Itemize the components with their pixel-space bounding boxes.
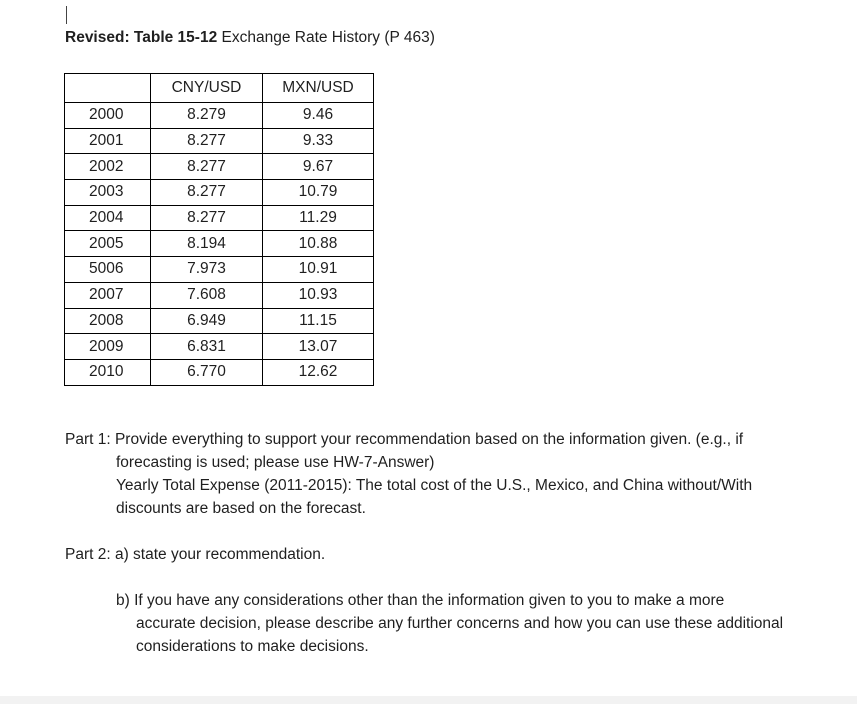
table-row	[65, 128, 374, 154]
table-caption	[65, 29, 435, 47]
cny-cell: 8.277	[151, 154, 263, 180]
cny-cell: 7.608	[151, 282, 263, 308]
year-cell: 2000	[65, 103, 151, 129]
caption-bold: Revised: Table 15-12	[65, 29, 218, 46]
part1-line: Yearly Total Expense (2011-2015): The total cost of the U.S., Mexico, and China without/With	[116, 477, 753, 494]
part1-paragraph	[65, 428, 805, 520]
year-cell: 2004	[65, 205, 151, 231]
part1-line: discounts are based on the forecast.	[116, 500, 366, 517]
table-row	[65, 180, 374, 206]
exchange-rate-table	[64, 73, 374, 386]
cny-cell: 6.949	[151, 308, 263, 334]
year-cell: 2009	[65, 334, 151, 360]
mxn-cell: 10.88	[263, 231, 374, 257]
table-row	[65, 334, 374, 360]
caption-title: Exchange Rate History (P 463)	[217, 29, 435, 46]
table-row	[65, 231, 374, 257]
cny-cell: 6.831	[151, 334, 263, 360]
cny-cell: 8.279	[151, 103, 263, 129]
year-cell: 5006	[65, 257, 151, 283]
year-cell: 2002	[65, 154, 151, 180]
year-cell: 2008	[65, 308, 151, 334]
header-cell-mxn: MXN/USD	[263, 74, 374, 103]
year-cell: 2005	[65, 231, 151, 257]
page-bottom-strip	[0, 696, 857, 704]
part2b-line: considerations to make decisions.	[136, 638, 369, 655]
part2b-line: accurate decision, please describe any further concerns and how you can use these additional	[136, 615, 784, 632]
text-cursor	[66, 6, 67, 24]
cny-cell: 8.277	[151, 205, 263, 231]
mxn-cell: 9.33	[263, 128, 374, 154]
mxn-cell: 10.93	[263, 282, 374, 308]
part2b-line: b) If you have any considerations other than the information given to you to make a more	[116, 592, 725, 609]
part2b-paragraph	[116, 589, 816, 658]
year-cell: 2003	[65, 180, 151, 206]
part2-paragraph	[65, 543, 805, 566]
mxn-cell: 12.62	[263, 359, 374, 385]
table-row	[65, 103, 374, 129]
mxn-cell: 10.91	[263, 257, 374, 283]
cny-cell: 8.194	[151, 231, 263, 257]
table-row	[65, 205, 374, 231]
year-cell: 2007	[65, 282, 151, 308]
header-cell-cny: CNY/USD	[151, 74, 263, 103]
cny-cell: 8.277	[151, 180, 263, 206]
year-cell: 2010	[65, 359, 151, 385]
part2-line: Part 2: a) state your recommendation.	[65, 546, 326, 563]
table-row	[65, 154, 374, 180]
mxn-cell: 11.15	[263, 308, 374, 334]
cny-cell: 7.973	[151, 257, 263, 283]
header-cell-year	[65, 74, 151, 103]
mxn-cell: 9.67	[263, 154, 374, 180]
mxn-cell: 11.29	[263, 205, 374, 231]
mxn-cell: 13.07	[263, 334, 374, 360]
part1-line: forecasting is used; please use HW-7-Answer)	[116, 454, 435, 471]
mxn-cell: 10.79	[263, 180, 374, 206]
mxn-cell: 9.46	[263, 103, 374, 129]
table-header-row	[65, 74, 374, 103]
table-row	[65, 308, 374, 334]
table-row	[65, 282, 374, 308]
part1-line: Part 1: Provide everything to support your recommendation based on the information given. (e.g., if	[65, 431, 744, 448]
year-cell: 2001	[65, 128, 151, 154]
table-row	[65, 359, 374, 385]
cny-cell: 6.770	[151, 359, 263, 385]
table-row	[65, 257, 374, 283]
cny-cell: 8.277	[151, 128, 263, 154]
